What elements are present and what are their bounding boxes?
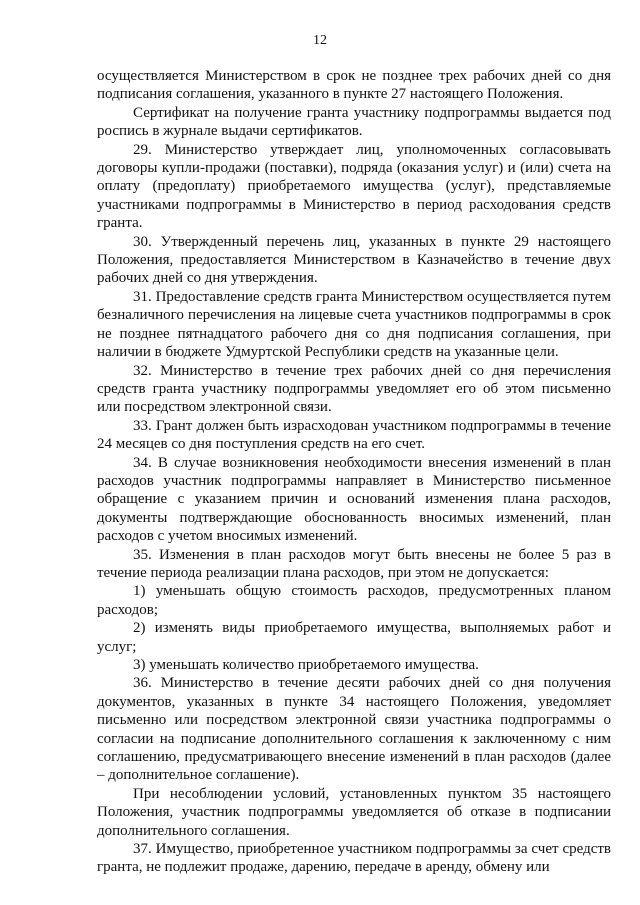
list-item-35-2: 2) изменять виды приобретаемого имущества, выполняемых работ и услуг; — [97, 620, 611, 655]
paragraph-29: 29. Министерство утверждает лиц, уполномоченных согласовывать договоры купли-продажи (поставки), подряда (оказания услуг) и (или) счета на оплату (предоплату) приобретаемого имущества (услуг), представляемые участниками подпрограммы в Министерство в период расходования средств гранта. — [97, 141, 611, 232]
page-number: 12 — [313, 33, 327, 48]
document-body — [97, 67, 611, 877]
paragraph-36-refusal: При несоблюдении условий, установленных пунктом 35 настоящего Положения, участник подпрограммы уведомляется об отказе в подписании дополнительного соглашения. — [97, 785, 611, 839]
paragraph-31: 31. Предоставление средств гранта Министерством осуществляется путем безналичного перечисления на лицевые счета участников подпрограммы в срок не позднее пятнадцатого рабочего дня со дня подписания соглашения, при наличии в бюджете Удмуртской Республики средств на указанные цели. — [97, 288, 611, 361]
paragraph-35: 35. Изменения в план расходов могут быть внесены не более 5 раз в течение периода реализации плана расходов, при этом не допускается: — [97, 546, 611, 581]
paragraph-32: 32. Министерство в течение трех рабочих дней со дня перечисления средств гранта участнику подпрограммы уведомляет его об этом письменно или посредством электронной связи. — [97, 362, 611, 416]
paragraph-37: 37. Имущество, приобретенное участником подпрограммы за счет средств гранта, не подлежит продаже, дарению, передаче в аренду, обмену или — [97, 841, 611, 876]
list-item-35-1: 1) уменьшать общую стоимость расходов, предусмотренных планом расходов; — [97, 583, 611, 618]
paragraph-36: 36. Министерство в течение десяти рабочих дней со дня получения документов, указанных в пункте 34 настоящего Положения, уведомляет письменно или посредством электронной связи участника подпрограммы о согласии на подписание дополнительного соглашения к заключенному с ним соглашению, предусматривающего внесение изменений в план расходов (далее – дополнительное соглашение). — [97, 675, 611, 784]
paragraph-certificate: Сертификат на получение гранта участнику подпрограммы выдается под роспись в журнале выдачи сертификатов. — [97, 104, 611, 140]
paragraph-30: 30. Утвержденный перечень лиц, указанных в пункте 29 настоящего Положения, предоставляется Министерством в Казначейство в течение двух рабочих дней со дня утверждения. — [97, 233, 611, 287]
paragraph-continuation: осуществляется Министерством в срок не позднее трех рабочих дней со дня подписания соглашения, указанного в пункте 27 настоящего Положения. — [97, 68, 611, 103]
list-item-35-3: 3) уменьшать количество приобретаемого имущества. — [133, 657, 479, 673]
paragraph-34: 34. В случае возникновения необходимости внесения изменений в план расходов участник подпрограммы направляет в Министерство письменное обращение с указанием причин и оснований изменения плана расходов, документы подтверждающие обоснованность вносимых изменений, план расходов с учетом вносимых изменений. — [97, 454, 611, 545]
paragraph-33: 33. Грант должен быть израсходован участником подпрограммы в течение 24 месяцев со дня поступления средств на его счет. — [97, 417, 611, 453]
